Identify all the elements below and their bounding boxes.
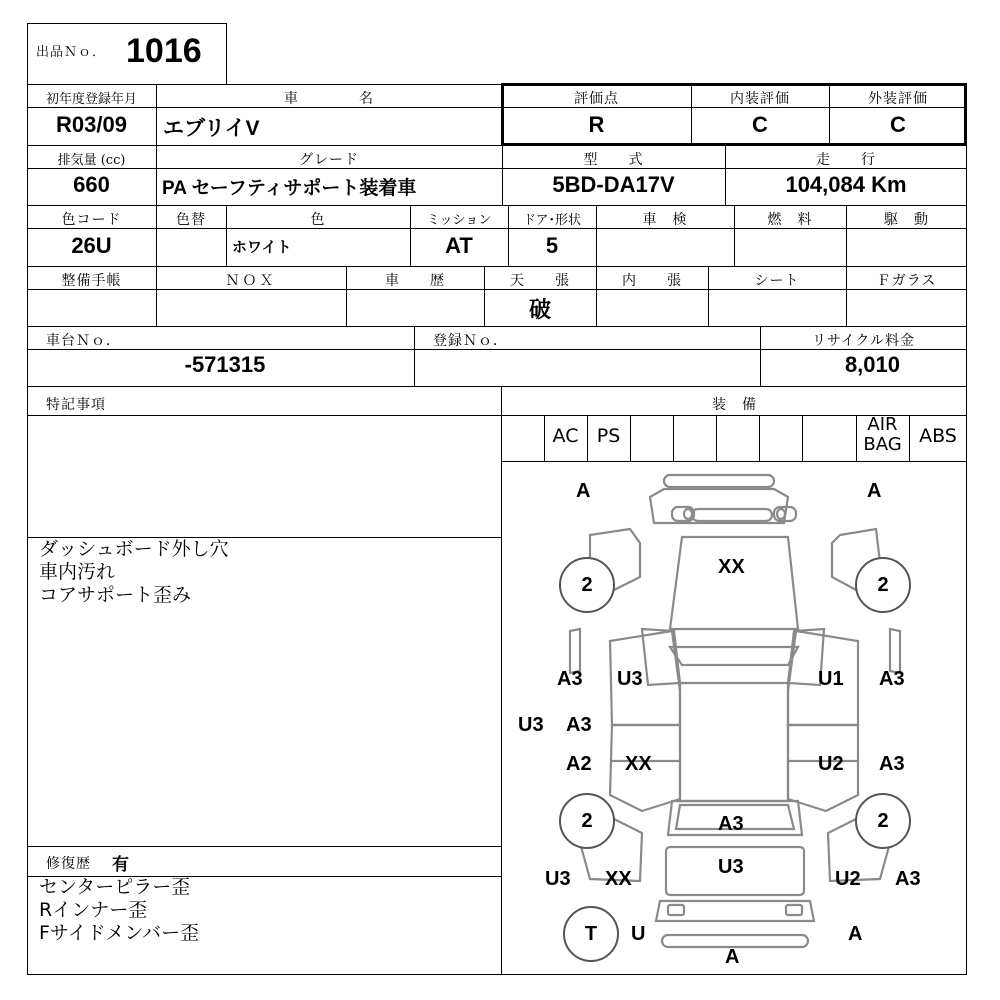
tire-rear-left: 2 [559,793,615,849]
tire-front-left: 2 [559,557,615,613]
inspection-label: 車 検 [642,212,688,228]
damage-code: A3 [879,668,905,690]
chassis-number-label: 車台Ｎｏ． [46,333,121,349]
fuel-label: 燃 料 [767,212,813,228]
color-value: ホワイト [232,239,292,256]
damage-code: A [848,923,863,945]
remarks-line: コアサポート歪み [39,584,192,606]
lot-number-value: 1016 [126,32,202,70]
damage-code: A3 [718,813,744,835]
chassis-number-value: -571315 [184,352,266,377]
repair-line: センターピラー歪 [39,876,191,898]
displacement-value: 660 [73,172,110,197]
model-label: 型 式 [583,152,644,168]
color-code-value: 26U [71,233,112,258]
tire-spare: T [563,906,619,962]
lot-number-box [27,23,227,85]
maintenance-book-label: 整備手帳 [61,273,122,289]
score-label: 評価点 [574,91,619,107]
exterior-rating-label: 外装評価 [868,91,928,107]
remarks-line: ダッシュボード外し穴 [39,538,229,560]
damage-code: A3 [557,668,583,690]
damage-code: XX [605,868,632,890]
registration-number-label: 登録Ｎｏ． [433,333,508,349]
model-value: 5BD-DA17V [552,172,675,197]
repair-line: Rインナー歪 [39,899,148,921]
recycle-fee-label: リサイクル料金 [811,333,916,349]
damage-code: A3 [879,753,905,775]
equipment-item-airbag: AIR BAG [863,414,902,455]
first-registration-label: 初年度登録年月 [45,92,137,107]
equipment-item-ac: AC [552,425,579,447]
damage-code: A [867,480,882,502]
recycle-fee-value: 8,010 [844,352,900,377]
exterior-rating-value: C [890,112,906,137]
repair-history-value: 有 [112,855,129,875]
equipment-item-ps: PS [596,425,621,447]
damage-code: U2 [835,868,861,890]
damage-code: U3 [518,714,544,736]
color-code-label: 色コード [61,212,122,228]
car-name-value: エブリイV [163,117,260,140]
damage-code: U1 [818,668,844,690]
mileage-value: 104,084 Km [785,172,907,197]
damage-code: U3 [617,668,643,690]
tire-rear-right: 2 [855,793,911,849]
mileage-label: 走 行 [816,152,876,168]
equipment-item-abs: ABS [919,425,957,447]
damage-code: A2 [566,753,592,775]
score-value: R [588,112,605,137]
repair-line: Fサイドメンバー歪 [39,922,200,944]
grade-value: PA セーフティサポート装着車 [162,178,417,199]
damage-code: U3 [545,868,571,890]
damage-code: A [576,480,591,502]
damage-code: XX [625,753,652,775]
remarks-line: 車内汚れ [39,561,116,583]
door-value: 5 [545,233,559,258]
damage-code: A3 [895,868,921,890]
tire-front-right: 2 [855,557,911,613]
damage-code: A [725,946,740,968]
repaint-label: 色替 [176,212,206,228]
damage-code: XX [718,556,745,578]
damage-code: A3 [566,714,592,736]
grade-label: グレード [299,152,359,168]
interior-rating-label: 内装評価 [730,91,790,107]
door-label: ドア･形状 [522,213,582,228]
interior-rating-value: C [752,112,768,137]
drive-label: 駆 動 [884,212,929,228]
equipment-label: 装 備 [712,397,757,413]
vehicle-history-label: 車 歴 [385,273,445,289]
mission-value: AT [445,233,473,258]
mission-label: ミッション [426,213,492,228]
damage-code: U [631,923,646,945]
nox-label: ＮＯＸ [225,273,277,289]
damage-code: U3 [718,856,744,878]
seat-label: シート [754,273,800,289]
damage-code: U2 [818,753,844,775]
car-name-label: 車 名 [284,91,374,107]
lot-number-label: 出品Ｎｏ． [36,45,107,60]
front-glass-label: Ｆガラス [876,273,937,289]
displacement-label: 排気量 (cc) [57,153,126,168]
ceiling-value: 破 [528,297,551,322]
first-registration-value: R03/09 [56,112,127,137]
repair-history-label: 修復歴 [46,856,91,872]
equipment-row [502,415,967,461]
color-label: 色 [310,212,326,228]
ceiling-label: 天 張 [510,273,570,289]
remarks-label: 特記事項 [46,397,106,413]
interior-trim-label: 内 張 [622,273,682,289]
